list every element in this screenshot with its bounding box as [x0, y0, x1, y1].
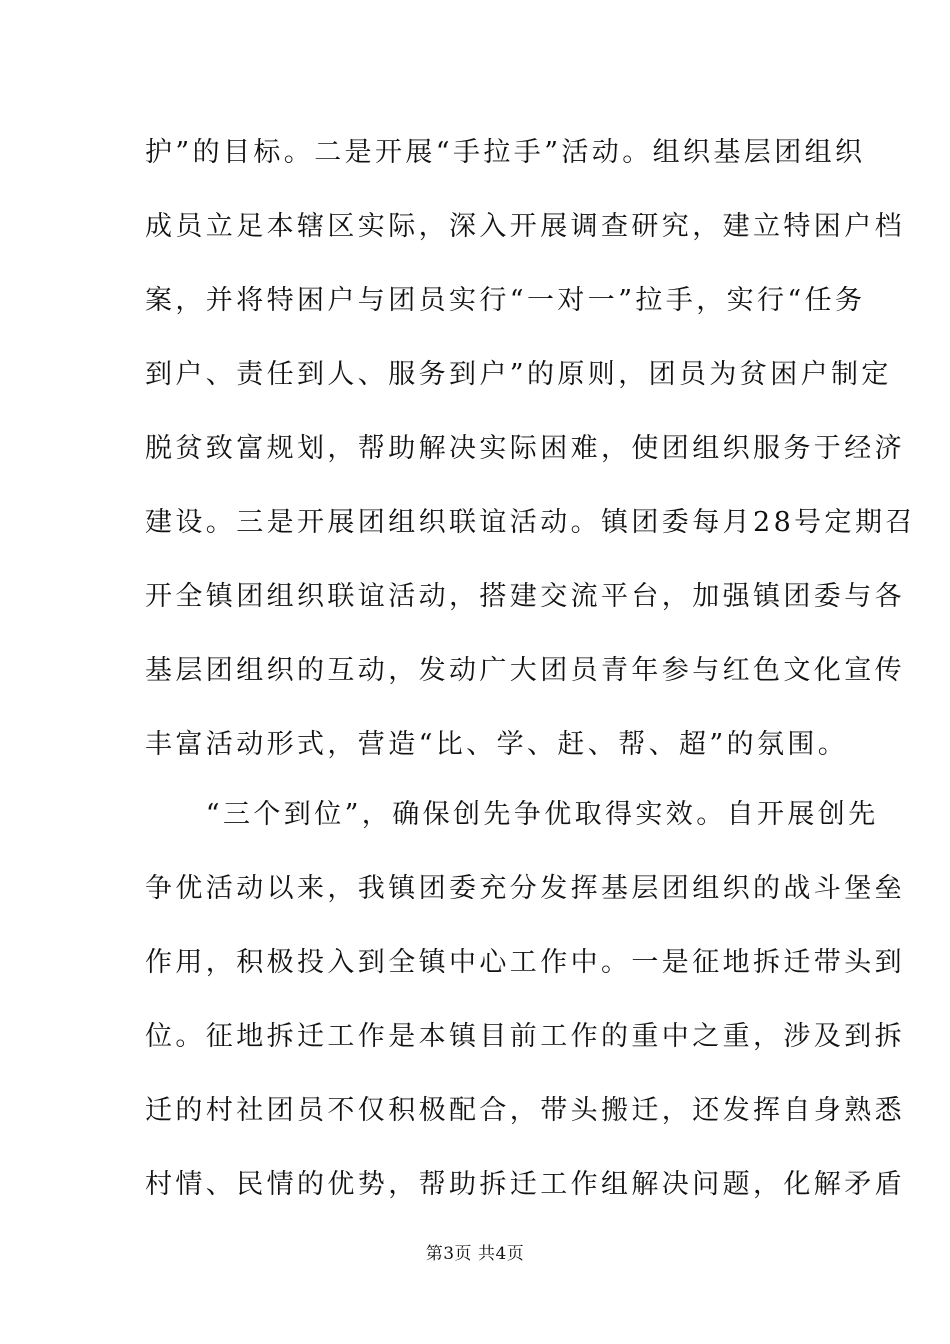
text-line: 丰富活动形式，营造“比、学、赶、帮、超”的氛围。 — [145, 729, 849, 760]
text-line: “三个到位”，确保创先争优取得实效。自开展创先 — [145, 799, 879, 830]
text-line: 争优活动以来，我镇团委充分发挥基层团组织的战斗堡垒 — [145, 873, 905, 904]
text-line: 作用，积极投入到全镇中心工作中。一是征地拆迁带头到 — [145, 947, 905, 978]
text-line: 村情、民情的优势，帮助拆迁工作组解决问题，化解矛盾 — [145, 1169, 905, 1200]
text-line: 到户、责任到人、服务到户”的原则，团员为贫困户制定 — [145, 359, 892, 390]
text-line: 开全镇团组织联谊活动，搭建交流平台，加强镇团委与各 — [145, 581, 905, 612]
page-footer: 第3页 共4页 — [425, 1244, 525, 1264]
text-line: 成员立足本辖区实际，深入开展调查研究，建立特困户档 — [145, 211, 905, 242]
text-line: 基层团组织的互动，发动广大团员青年参与红色文化宣传 — [145, 655, 905, 686]
text-line: 建设。三是开展团组织联谊活动。镇团委每月28号定期召 — [145, 507, 916, 538]
text-line: 迁的村社团员不仅积极配合，带头搬迁，还发挥自身熟悉 — [145, 1095, 905, 1126]
text-line: 脱贫致富规划，帮助解决实际困难，使团组织服务于经济 — [145, 433, 905, 464]
text-line: 案，并将特困户与团员实行“一对一”拉手，实行“任务 — [145, 285, 866, 316]
text-line: 位。征地拆迁工作是本镇目前工作的重中之重，涉及到拆 — [145, 1021, 905, 1052]
text-line: 护”的目标。二是开展“手拉手”活动。组织基层团组织 — [145, 137, 866, 168]
